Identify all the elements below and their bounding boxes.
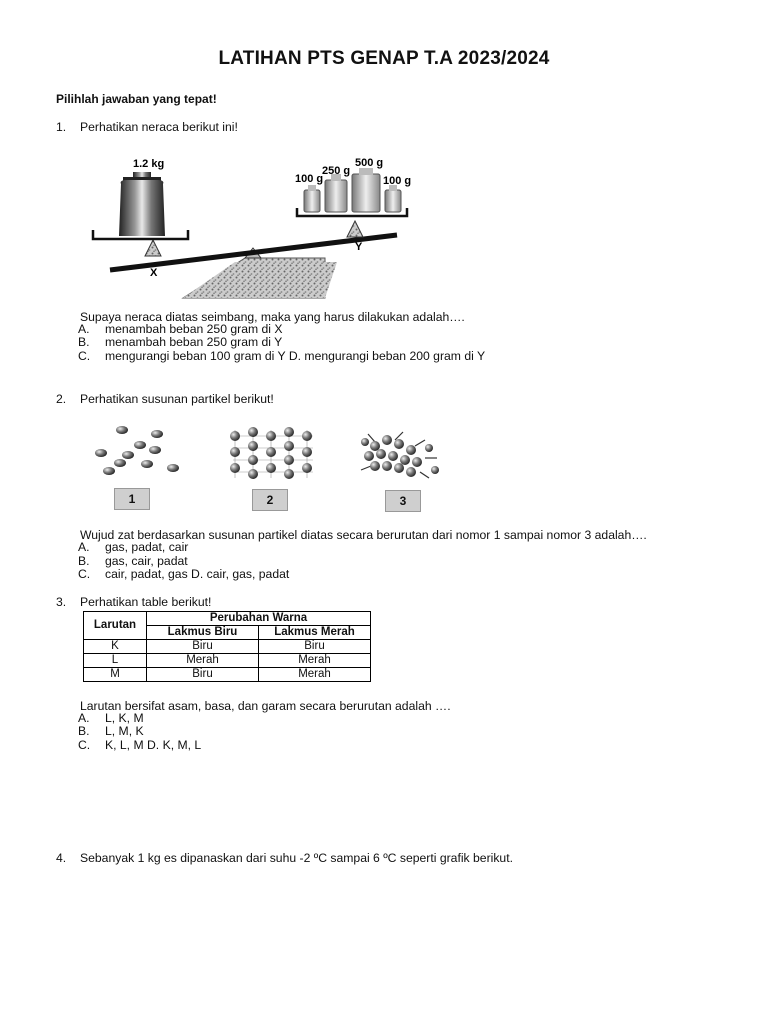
particles-gas	[95, 426, 179, 475]
q3-option-b: B. L, M, K	[78, 724, 144, 738]
table-row: K Biru Biru	[84, 640, 371, 654]
label-1-2kg: 1.2 kg	[133, 158, 165, 170]
q4-number: 4.	[56, 851, 67, 865]
q1-number: 1.	[56, 120, 67, 134]
q1-option-c: C. mengurangi beban 100 gram di Y D. mengurangi beban 200 gram di Y	[78, 349, 486, 363]
q3-text: Perhatikan table berikut!	[80, 595, 212, 609]
table-row: M Biru Merah	[84, 668, 371, 682]
q2-prompt: Wujud zat berdasarkan susunan partikel diatas secara berurutan dari nomor 1 sampai nomor 3 adalah….	[80, 528, 647, 542]
q2-option-c: C. cair, padat, gas D. cair, gas, padat	[78, 567, 290, 581]
q3-option-a: A. L, K, M	[78, 711, 144, 725]
th-lakmus-merah: Lakmus Merah	[259, 626, 371, 640]
label-500g: 500 g	[355, 157, 384, 169]
th-perubahan-warna: Perubahan Warna	[147, 612, 371, 626]
q2-text: Perhatikan susunan partikel berikut!	[80, 392, 274, 406]
th-larutan: Larutan	[84, 612, 147, 640]
q3-option-c: C. K, L, M D. K, M, L	[78, 738, 202, 752]
litmus-table	[83, 611, 371, 682]
q1-option-a: A. menambah beban 250 gram di X	[78, 322, 283, 336]
balance-scale-figure	[85, 150, 425, 300]
page-title: LATIHAN PTS GENAP T.A 2023/2024	[218, 48, 550, 69]
th-lakmus-biru: Lakmus Biru	[147, 626, 259, 640]
q2-option-b: B. gas, cair, padat	[78, 554, 188, 568]
particle-tag-3: 3	[385, 490, 421, 512]
q1-text: Perhatikan neraca berikut ini!	[80, 120, 238, 134]
label-250g: 250 g	[322, 165, 351, 177]
particle-arrangement-figure	[85, 418, 465, 493]
q2-number: 2.	[56, 392, 67, 406]
q4-text: Sebanyak 1 kg es dipanaskan dari suhu -2 ºC sampai 6 ºC seperti grafik berikut.	[80, 851, 513, 865]
label-100g-right: 100 g	[383, 175, 412, 187]
q1-prompt: Supaya neraca diatas seimbang, maka yang harus dilakukan adalah….	[80, 310, 465, 324]
table-row: L Merah Merah	[84, 654, 371, 668]
particles-solid	[230, 427, 313, 479]
q3-prompt: Larutan bersifat asam, basa, dan garam secara berurutan adalah ….	[80, 699, 451, 713]
label-100g-left: 100 g	[295, 173, 324, 185]
label-y: Y	[355, 241, 363, 253]
particle-tag-1: 1	[114, 488, 150, 510]
instruction: Pilihlah jawaban yang tepat!	[56, 92, 217, 106]
q1-option-b: B. menambah beban 250 gram di Y	[78, 335, 283, 349]
label-x: X	[150, 267, 158, 279]
q2-option-a: A. gas, padat, cair	[78, 540, 189, 554]
particles-liquid	[361, 432, 439, 478]
particle-tag-2: 2	[252, 489, 288, 511]
q3-number: 3.	[56, 595, 67, 609]
